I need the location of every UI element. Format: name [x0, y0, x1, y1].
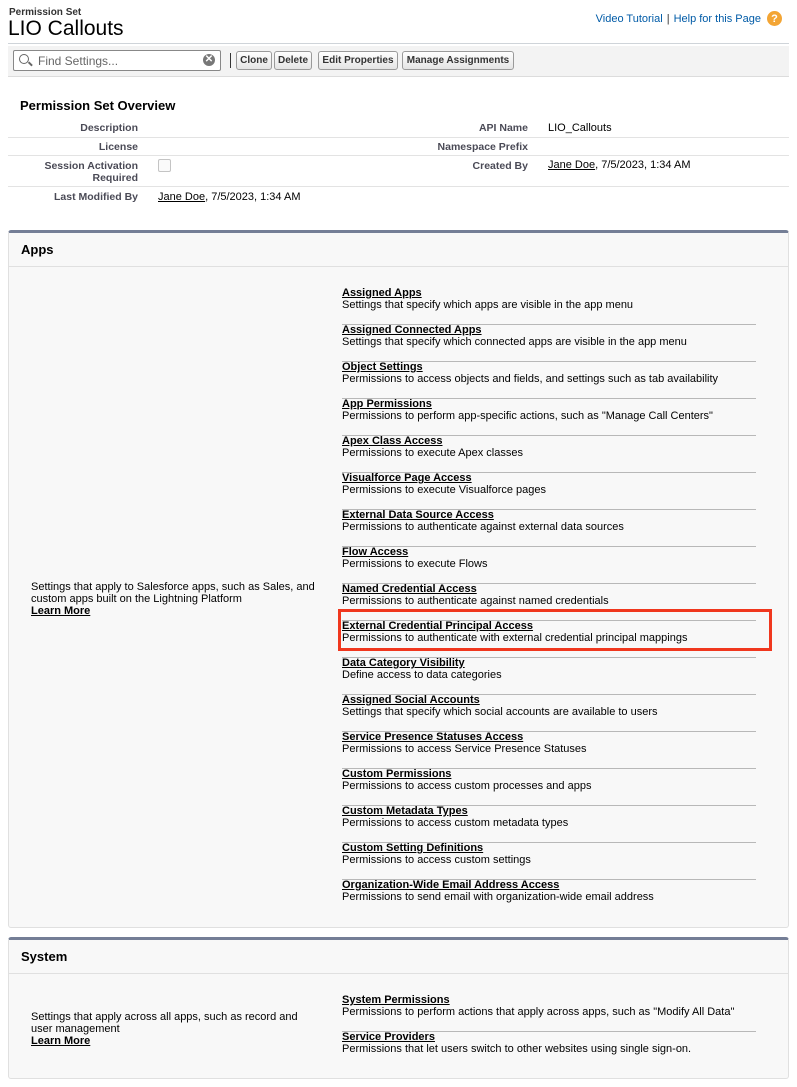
search-box — [13, 50, 221, 71]
system-list-item — [342, 1031, 756, 1068]
apps-item-description: Settings that specify which apps are visible in the app menu — [342, 299, 634, 311]
license-label: License — [98, 141, 138, 153]
apps-item-description: Permissions to authenticate with external credential principal mappings — [342, 632, 688, 644]
last-modified-value — [158, 191, 301, 203]
system-item-link[interactable]: System Permissions — [342, 994, 450, 1006]
apps-section-title: Apps — [9, 233, 788, 267]
system-description-text: Settings that apply across all apps, such as record and user management — [31, 1011, 298, 1035]
apps-item-link[interactable]: External Data Source Access — [342, 509, 494, 521]
manage-assignments-button[interactable]: Manage Assignments — [402, 51, 514, 70]
apps-item-description: Permissions to execute Apex classes — [342, 447, 523, 459]
last-modified-user-link[interactable]: Jane Doe — [158, 191, 206, 203]
system-learn-more-link[interactable]: Learn More — [31, 1035, 91, 1047]
page-type-label: Permission Set — [9, 7, 82, 18]
apps-item-description: Permissions to access objects and fields, and settings such as tab availability — [342, 373, 719, 385]
apps-item-link[interactable]: Named Credential Access — [342, 583, 477, 595]
created-by-date: , 7/5/2023, 1:34 AM — [595, 159, 691, 171]
apps-item-link[interactable]: Visualforce Page Access — [342, 472, 472, 484]
system-list-item — [342, 994, 756, 1032]
apps-list-item — [342, 324, 756, 362]
system-item-link[interactable]: Service Providers — [342, 1031, 435, 1043]
apps-item-link[interactable]: Custom Permissions — [342, 768, 452, 780]
apps-item-link[interactable]: Object Settings — [342, 361, 423, 373]
apps-item-description: Permissions to access custom processes and apps — [342, 780, 592, 792]
apps-item-link[interactable]: Data Category Visibility — [342, 657, 465, 669]
created-by-user-link[interactable]: Jane Doe — [548, 159, 596, 171]
system-item-description: Permissions to perform actions that apply across apps, such as "Modify All Data" — [342, 1006, 735, 1018]
description-label: Description — [80, 122, 138, 134]
session-activation-checkbox — [158, 159, 171, 172]
apps-list-item — [342, 361, 756, 399]
find-settings-input[interactable] — [36, 53, 200, 69]
apps-section-description — [31, 581, 331, 617]
apps-item-link[interactable]: Service Presence Statuses Access — [342, 731, 524, 743]
apps-item-description: Define access to data categories — [342, 669, 502, 681]
system-item-description: Permissions that let users switch to other websites using single sign-on. — [342, 1043, 692, 1055]
toolbar — [8, 46, 789, 77]
apps-list-item — [342, 694, 756, 732]
video-tutorial-link[interactable]: Video Tutorial — [595, 12, 663, 25]
delete-button[interactable]: Delete — [274, 51, 312, 70]
apps-list-item — [342, 398, 756, 436]
apps-item-link[interactable]: Assigned Apps — [342, 287, 422, 299]
session-activation-label — [20, 160, 138, 184]
apps-item-description: Permissions to perform app-specific actions, such as "Manage Call Centers" — [342, 410, 713, 422]
toolbar-separator — [230, 53, 231, 68]
apps-item-link[interactable]: Apex Class Access — [342, 435, 443, 447]
apps-list-item — [342, 768, 756, 806]
apps-item-description: Permissions to access Service Presence Statuses — [342, 743, 587, 755]
apps-list-item — [342, 287, 756, 325]
apps-item-link[interactable]: Flow Access — [342, 546, 409, 558]
help-links — [596, 11, 782, 26]
apps-learn-more-link[interactable]: Learn More — [31, 605, 91, 617]
last-modified-date: , 7/5/2023, 1:34 AM — [205, 191, 301, 203]
apps-item-description: Permissions to authenticate against external data sources — [342, 521, 624, 533]
clone-button[interactable]: Clone — [236, 51, 272, 70]
namespace-prefix-label: Namespace Prefix — [437, 141, 528, 153]
apps-list-item — [342, 509, 756, 547]
apps-item-link[interactable]: App Permissions — [342, 398, 432, 410]
session-label-line1: Session Activation — [44, 160, 138, 172]
api-name-value: LIO_Callouts — [548, 122, 612, 134]
apps-list-item — [342, 879, 756, 916]
apps-item-description: Settings that specify which social accounts are available to users — [342, 706, 658, 718]
apps-item-description: Permissions to access custom settings — [342, 854, 531, 866]
apps-item-link[interactable]: Assigned Connected Apps — [342, 324, 482, 336]
help-separator: | — [666, 12, 670, 25]
apps-list-item — [342, 435, 756, 473]
header-divider — [8, 43, 789, 44]
system-section-title: System — [9, 940, 788, 974]
apps-item-link[interactable]: Custom Setting Definitions — [342, 842, 484, 854]
overview-heading: Permission Set Overview — [20, 98, 176, 113]
help-for-page-link[interactable]: Help for this Page — [673, 12, 761, 25]
apps-description-text: Settings that apply to Salesforce apps, such as Sales, and custom apps built on the Lightning Platform — [31, 581, 315, 605]
apps-item-link[interactable]: Organization-Wide Email Address Access — [342, 879, 560, 891]
apps-item-link[interactable]: Custom Metadata Types — [342, 805, 468, 817]
apps-item-description: Permissions to send email with organization-wide email address — [342, 891, 654, 903]
apps-item-description: Permissions to access custom metadata types — [342, 817, 569, 829]
search-icon — [19, 54, 29, 64]
help-icon[interactable]: ? — [767, 11, 782, 26]
apps-list-item — [342, 657, 756, 695]
api-name-label: API Name — [478, 122, 528, 134]
apps-list-item — [342, 472, 756, 510]
page-title: LIO Callouts — [8, 17, 124, 40]
system-section-description — [31, 1011, 321, 1047]
apps-list-item — [342, 731, 756, 769]
edit-properties-button[interactable]: Edit Properties — [318, 51, 398, 70]
apps-item-description: Settings that specify which connected apps are visible in the app menu — [342, 336, 687, 348]
clear-search-icon[interactable]: ✕ — [204, 54, 214, 65]
session-label-line2: Required — [92, 172, 138, 184]
apps-list-item — [342, 546, 756, 584]
apps-item-description: Permissions to authenticate against named credentials — [342, 595, 609, 607]
created-by-value — [548, 159, 691, 171]
apps-item-link[interactable]: Assigned Social Accounts — [342, 694, 480, 706]
created-by-label: Created By — [472, 160, 528, 172]
highlight-box — [338, 609, 772, 651]
last-modified-label: Last Modified By — [53, 191, 138, 203]
apps-list-item — [342, 805, 756, 843]
apps-item-description: Permissions to execute Flows — [342, 558, 488, 570]
apps-list-item — [342, 842, 756, 880]
apps-item-link[interactable]: External Credential Principal Access — [342, 620, 533, 632]
apps-item-description: Permissions to execute Visualforce pages — [342, 484, 547, 496]
